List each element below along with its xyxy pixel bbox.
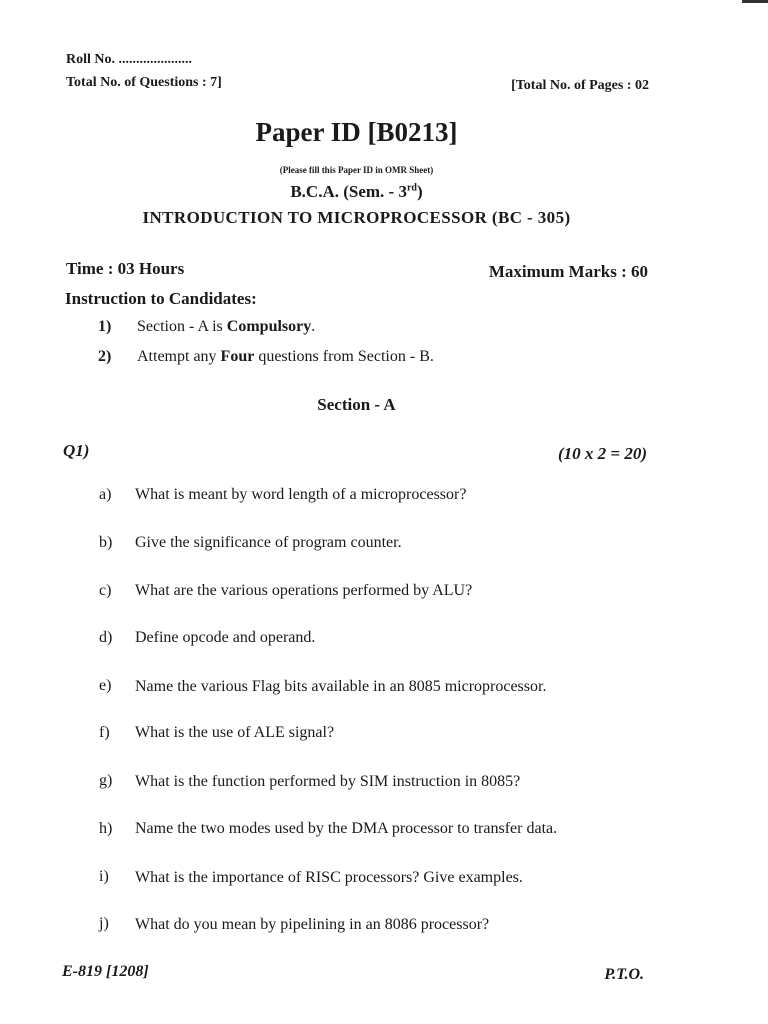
course-suffix: ) xyxy=(416,182,423,201)
instruction-text-post: . xyxy=(311,318,316,335)
part-label: g) xyxy=(99,772,113,789)
total-pages: [Total No. of Pages : 02 xyxy=(511,78,649,93)
part-text: Name the various Flag bits available in an 8085 microprocessor. xyxy=(135,678,547,695)
exam-code: E-819 [1208] xyxy=(62,963,149,980)
please-turn-over: P.T.O. xyxy=(604,966,644,983)
instruction-emphasis: Compulsory xyxy=(226,318,312,335)
instruction-text xyxy=(137,348,434,366)
part-label: e) xyxy=(99,677,112,694)
instruction-number: 1) xyxy=(98,318,112,335)
part-label: a) xyxy=(99,486,112,503)
part-text: What is the importance of RISC processors? Give examples. xyxy=(135,869,523,886)
part-label: i) xyxy=(99,868,109,885)
course-title xyxy=(0,182,713,202)
part-text: Give the significance of program counter. xyxy=(135,534,402,551)
instruction-emphasis: Four xyxy=(220,348,255,365)
part-label: d) xyxy=(99,629,113,646)
part-label: j) xyxy=(99,915,109,932)
part-text: What are the various operations performed by ALU? xyxy=(135,582,473,599)
section-heading: Section - A xyxy=(317,395,396,414)
part-label: f) xyxy=(99,724,110,741)
instruction-text xyxy=(137,318,315,336)
total-questions: Total No. of Questions : 7] xyxy=(66,75,222,90)
part-text: What do you mean by pipelining in an 8086 processor? xyxy=(135,916,490,933)
instruction-number: 2) xyxy=(98,348,112,365)
paper-id-heading: Paper ID [B0213] xyxy=(255,117,458,147)
part-label: c) xyxy=(99,582,112,599)
part-text: What is the use of ALE signal? xyxy=(135,724,335,741)
part-label: b) xyxy=(99,534,113,551)
omr-note: (Please fill this Paper ID in OMR Sheet) xyxy=(279,165,434,175)
subject-title: INTRODUCTION TO MICROPROCESSOR (BC - 305) xyxy=(142,208,571,227)
maximum-marks: Maximum Marks : 60 xyxy=(488,262,648,281)
part-label: h) xyxy=(99,820,113,837)
part-text: What is the function performed by SIM instruction in 8085? xyxy=(135,773,521,790)
course-superscript: rd xyxy=(406,182,417,194)
instruction-text-pre: Attempt any xyxy=(137,348,221,365)
question-marks: (10 x 2 = 20) xyxy=(557,444,647,463)
exam-time: Time : 03 Hours xyxy=(66,259,185,278)
course-prefix: B.C.A. (Sem. - 3 xyxy=(290,182,407,201)
instruction-text-post: questions from Section - B. xyxy=(254,348,434,365)
part-text: Name the two modes used by the DMA processor to transfer data. xyxy=(135,820,558,837)
instruction-text-pre: Section - A is xyxy=(137,318,227,335)
part-text: What is meant by word length of a microprocessor? xyxy=(135,486,467,503)
scan-edge-mark xyxy=(742,0,768,3)
question-number: Q1) xyxy=(63,441,90,460)
roll-number-line: Roll No. ..................... xyxy=(66,52,192,67)
instructions-heading: Instruction to Candidates: xyxy=(65,289,257,308)
part-text: Define opcode and operand. xyxy=(135,629,316,646)
